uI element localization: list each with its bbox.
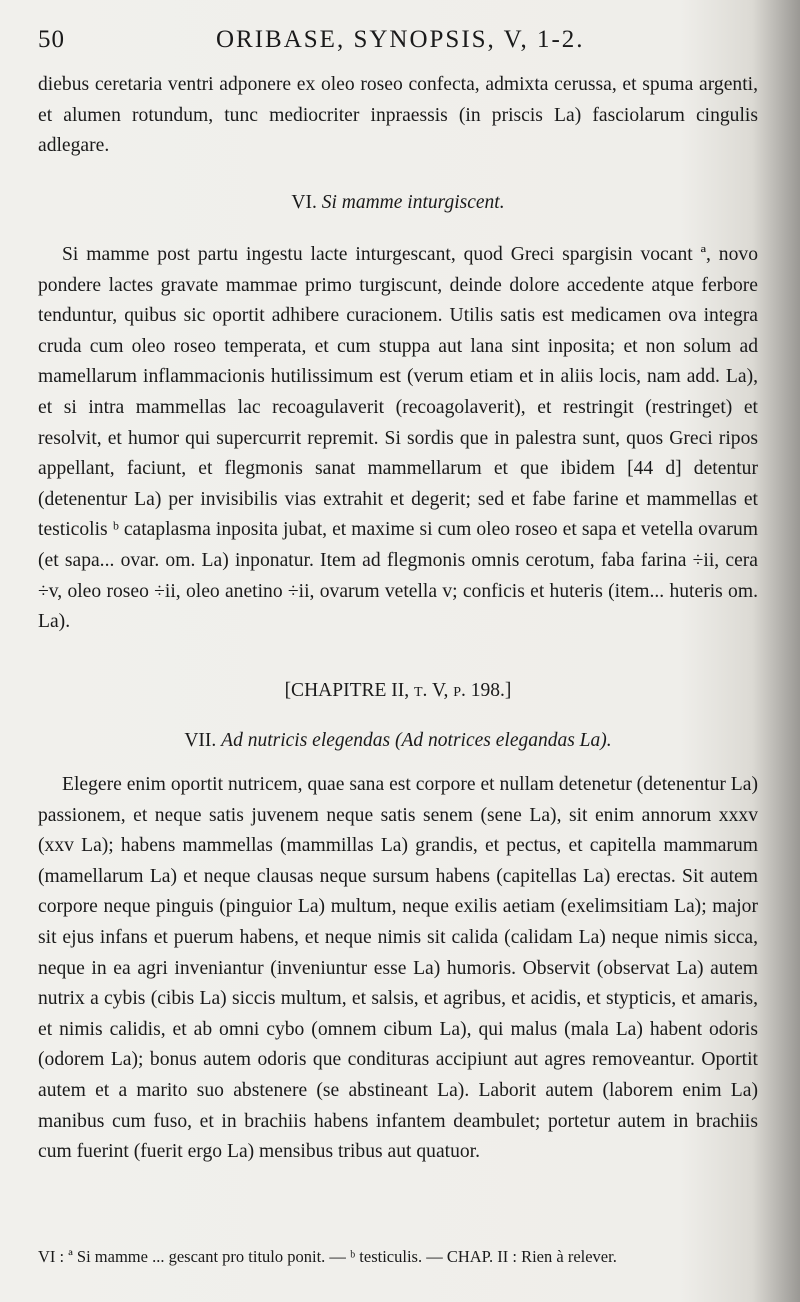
footnote: VI : ª Si mamme ... gescant pro titulo ponit. — ᵇ testiculis. — CHAP. II : Rien à relever. bbox=[38, 1247, 617, 1266]
section-title: Ad nutricis elegendas (Ad notrices elegandas La). bbox=[221, 730, 612, 751]
page-number: 50 bbox=[38, 26, 65, 53]
section-heading-vii bbox=[38, 730, 758, 752]
section-vii-body bbox=[38, 770, 758, 1168]
section-vi-body bbox=[38, 240, 758, 638]
paragraph-text: diebus ceretaria ventri adponere ex oleo roseo confecta, admixta cerussa, et spuma argenti, et alumen rotundum, tunc mediocriter inpraessis (in priscis La) fasciolarum cingulis adlegare. bbox=[38, 74, 758, 157]
section-heading-vi bbox=[38, 192, 758, 214]
opening-paragraph bbox=[38, 70, 758, 162]
paragraph-text: Elegere enim oportit nutricem, quae sana est corpore et nullam detenetur (detenentur La) passionem, et neque satis juvenem neque satis senem (sene La), sit enim annorum xxxv (xxv La); habens mammellas (mammillas La) grandis, et pectus, et capitella mammarum (mamellarum La) et neque clausas neque sursum habens (capitellas La) erectas. Sit autem corpore neque pinguis (pinguior La) multum, neque exilis aetiam (exelimsitiam La); major sit ejus infans et puerum habens, et neque nimis sit calida (calidam La) neque nimis sicca, neque in ea agri inveniantur (inveniuntur esse La) humoris. Observit (observat La) autem nutrix a cybis (cibis La) siccis multum, et salsis, et agribus, et acidis, et stypticis, et amaris, et nimis calidis, et ab omni cybo (omnem cibum La), qui malus (mala La) habent odoris (odorem La); bonus autem odoris que condituras accipiunt aut agres removeantur. Oportit autem et a marito suo abstenere (se abstineant La). Laborit autem (laborem enim La) manibus cum fuso, et in brachiis habens infantem deambulet; portetur autem in brachiis cum fuerint (fuerit ergo La) mensibus tribus aut quatuor. bbox=[38, 774, 758, 1163]
section-number: VI. bbox=[291, 192, 317, 213]
section-title: Si mamme inturgiscent. bbox=[321, 192, 505, 213]
paragraph-text: Si mamme post partu ingestu lacte inturgescant, quod Greci spargisin vocant ª, novo pondere lactes gravate mammae primo turgiscunt, deinde dolore accedente atque ferbore tenduntur, quibus sic oportit adhibere curacionem. Utilis satis est medicamen ova integra cruda cum oleo roseo temperata, et cum stuppa aut lana sint inposita; et non solum ad mamellarum inflammacionis hutilissimum est (verum etiam et in aliis locis, nam add. La), et si intra mammellas lac recoagulaverit (recoagolaverit), et restringit (restringet) et resolvit, et humor qui supercurrit repremit. Si sordis que in palestra sunt, quos Greci ripos appellant, faciunt, et flegmonis sanat mammellarum et que ibidem [44 d] detentur (detenentur La) per invisibilis vias extrahit et degerit; sed et fabe farine et mammellas et testicolis ᵇ cataplasma inposita jubat, et maxime si cum oleo roseo et sapa et vetella ovarum (et sapa... ovar. om. La) inponatur. Item ad flegmonis omnis cerotum, faba farina ÷ii, cera ÷v, oleo roseo ÷ii, oleo anetino ÷ii, ovarum vetella v; conficis et huteris (item... huteris om. La). bbox=[38, 244, 758, 633]
running-header bbox=[38, 26, 760, 56]
section-number: VII. bbox=[184, 730, 217, 751]
running-title: ORIBASE, SYNOPSIS, V, 1-2. bbox=[216, 26, 585, 53]
chapter-note: [CHAPITRE II, t. V, p. 198.] bbox=[284, 680, 512, 701]
